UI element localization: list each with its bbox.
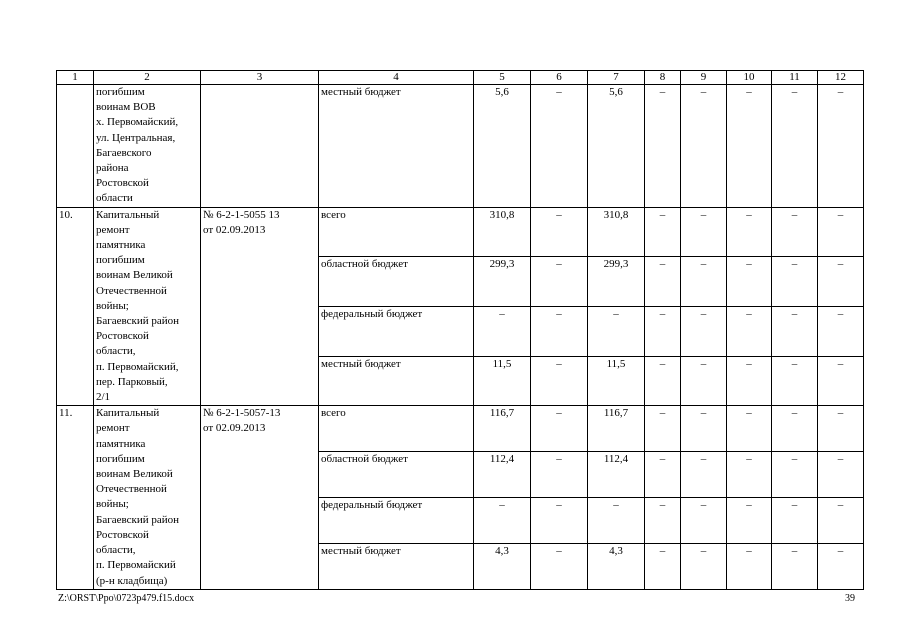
object-name bbox=[94, 406, 201, 589]
funding-value-c10: – bbox=[727, 497, 772, 543]
funding-value-c8: – bbox=[645, 452, 681, 498]
funding-value-c5: 5,6 bbox=[474, 85, 531, 208]
document-ref-line: от 02.09.2013 bbox=[203, 223, 266, 236]
object-name-line: Отечественной bbox=[96, 483, 167, 496]
funding-value-c8: – bbox=[645, 257, 681, 307]
document-ref-line: № 6-2-1-5057-13 bbox=[203, 407, 281, 420]
funding-value-c12: – bbox=[818, 452, 864, 498]
funding-value-c12: – bbox=[818, 356, 864, 406]
object-name-line: Ростовской bbox=[96, 177, 149, 190]
funding-value-c11: – bbox=[772, 257, 818, 307]
funding-value-c11: – bbox=[772, 85, 818, 208]
funding-value-c10: – bbox=[727, 257, 772, 307]
funding-value-c7: 11,5 bbox=[588, 356, 645, 406]
funding-value-c10: – bbox=[727, 543, 772, 589]
column-header: 1 bbox=[57, 71, 94, 85]
funding-value-c10: – bbox=[727, 356, 772, 406]
object-name-line: погибшим bbox=[96, 254, 145, 267]
object-name-line: Капитальный bbox=[96, 208, 160, 221]
column-header: 9 bbox=[681, 71, 727, 85]
funding-value-c6: – bbox=[531, 543, 588, 589]
funding-source: местный бюджет bbox=[319, 85, 474, 208]
object-name-line: п. Первомайский bbox=[96, 559, 176, 572]
table-row bbox=[57, 207, 864, 257]
column-header: 10 bbox=[727, 71, 772, 85]
column-header: 11 bbox=[772, 71, 818, 85]
funding-value-c5: 4,3 bbox=[474, 543, 531, 589]
funding-value-c10: – bbox=[727, 85, 772, 208]
funding-value-c9: – bbox=[681, 356, 727, 406]
funding-source: федеральный бюджет bbox=[319, 497, 474, 543]
object-name-line: области, bbox=[96, 345, 136, 358]
funding-value-c5: 11,5 bbox=[474, 356, 531, 406]
funding-source: местный бюджет bbox=[319, 356, 474, 406]
funding-source: федеральный бюджет bbox=[319, 306, 474, 356]
funding-value-c6: – bbox=[531, 207, 588, 257]
object-name-line: ремонт bbox=[96, 223, 130, 236]
object-name-line: 2/1 bbox=[96, 391, 111, 404]
funding-value-c5: 310,8 bbox=[474, 207, 531, 257]
funding-value-c12: – bbox=[818, 543, 864, 589]
document-ref bbox=[201, 207, 319, 406]
object-name-line: погибшим bbox=[96, 452, 145, 465]
funding-value-c6: – bbox=[531, 257, 588, 307]
object-name-line: воинам Великой bbox=[96, 269, 173, 282]
funding-value-c7: – bbox=[588, 497, 645, 543]
funding-value-c6: – bbox=[531, 452, 588, 498]
object-name-line: войны; bbox=[96, 299, 129, 312]
column-header: 2 bbox=[94, 71, 201, 85]
funding-source: всего bbox=[319, 406, 474, 452]
object-name-line: (р-н кладбища) bbox=[96, 574, 168, 587]
document-ref bbox=[201, 406, 319, 589]
funding-source: областной бюджет bbox=[319, 452, 474, 498]
row-number bbox=[57, 85, 94, 208]
funding-value-c11: – bbox=[772, 452, 818, 498]
funding-value-c11: – bbox=[772, 543, 818, 589]
funding-value-c7: 112,4 bbox=[588, 452, 645, 498]
funding-value-c8: – bbox=[645, 406, 681, 452]
funding-value-c8: – bbox=[645, 543, 681, 589]
table-row bbox=[57, 406, 864, 452]
object-name-line: области bbox=[96, 192, 133, 205]
funding-value-c7: 4,3 bbox=[588, 543, 645, 589]
funding-value-c11: – bbox=[772, 497, 818, 543]
column-header: 6 bbox=[531, 71, 588, 85]
document-ref bbox=[201, 85, 319, 208]
funding-value-c11: – bbox=[772, 406, 818, 452]
row-number: 10. bbox=[57, 207, 94, 406]
funding-value-c10: – bbox=[727, 452, 772, 498]
funding-value-c6: – bbox=[531, 497, 588, 543]
funding-value-c7: 310,8 bbox=[588, 207, 645, 257]
funding-value-c8: – bbox=[645, 306, 681, 356]
funding-value-c6: – bbox=[531, 406, 588, 452]
funding-value-c11: – bbox=[772, 306, 818, 356]
funding-value-c12: – bbox=[818, 257, 864, 307]
funding-value-c10: – bbox=[727, 406, 772, 452]
funding-value-c9: – bbox=[681, 257, 727, 307]
funding-value-c9: – bbox=[681, 452, 727, 498]
row-number: 11. bbox=[57, 406, 94, 589]
funding-source: всего bbox=[319, 207, 474, 257]
funding-value-c6: – bbox=[531, 356, 588, 406]
funding-value-c8: – bbox=[645, 497, 681, 543]
footer-file-path: Z:\ORST\Ppo\0723p479.f15.docx bbox=[58, 593, 195, 604]
funding-value-c12: – bbox=[818, 497, 864, 543]
object-name-line: воинам Великой bbox=[96, 468, 173, 481]
funding-value-c9: – bbox=[681, 85, 727, 208]
funding-value-c12: – bbox=[818, 85, 864, 208]
funding-value-c12: – bbox=[818, 406, 864, 452]
object-name-line: Багаевский район bbox=[96, 315, 180, 328]
funding-value-c10: – bbox=[727, 306, 772, 356]
column-number-row bbox=[57, 71, 864, 85]
object-name-line: х. Первомайский, bbox=[96, 116, 179, 129]
funding-value-c9: – bbox=[681, 497, 727, 543]
object-name-line: воинам ВОВ bbox=[96, 101, 156, 114]
object-name-line: района bbox=[96, 162, 129, 175]
object-name-line: памятника bbox=[96, 437, 146, 450]
funding-source: областной бюджет bbox=[319, 257, 474, 307]
object-name-line: ул. Центральная, bbox=[96, 131, 176, 144]
object-name-line: Капитальный bbox=[96, 407, 160, 420]
table-row bbox=[57, 85, 864, 208]
column-header: 5 bbox=[474, 71, 531, 85]
funding-value-c7: 5,6 bbox=[588, 85, 645, 208]
document-ref-line: от 02.09.2013 bbox=[203, 422, 266, 435]
object-name-line: ремонт bbox=[96, 422, 130, 435]
funding-value-c7: 116,7 bbox=[588, 406, 645, 452]
funding-value-c6: – bbox=[531, 85, 588, 208]
funding-value-c7: – bbox=[588, 306, 645, 356]
funding-value-c11: – bbox=[772, 207, 818, 257]
funding-value-c9: – bbox=[681, 306, 727, 356]
object-name-line: Ростовской bbox=[96, 330, 149, 343]
funding-value-c12: – bbox=[818, 306, 864, 356]
funding-value-c6: – bbox=[531, 306, 588, 356]
column-header: 8 bbox=[645, 71, 681, 85]
funding-value-c9: – bbox=[681, 543, 727, 589]
object-name-line: Ростовской bbox=[96, 528, 149, 541]
funding-value-c10: – bbox=[727, 207, 772, 257]
object-name-line: войны; bbox=[96, 498, 129, 511]
funding-value-c7: 299,3 bbox=[588, 257, 645, 307]
object-name-line: Багаевский район bbox=[96, 513, 180, 526]
object-name-line: Багаевского bbox=[96, 146, 152, 159]
funding-value-c11: – bbox=[772, 356, 818, 406]
column-header: 4 bbox=[319, 71, 474, 85]
object-name-line: памятника bbox=[96, 239, 146, 252]
object-name-line: Отечественной bbox=[96, 284, 167, 297]
funding-value-c5: 116,7 bbox=[474, 406, 531, 452]
funding-value-c9: – bbox=[681, 207, 727, 257]
column-header: 12 bbox=[818, 71, 864, 85]
object-name bbox=[94, 207, 201, 406]
funding-source: местный бюджет bbox=[319, 543, 474, 589]
object-name-line: п. Первомайский, bbox=[96, 360, 179, 373]
document-ref-line: № 6-2-1-5055 13 bbox=[203, 208, 280, 221]
funding-value-c5: – bbox=[474, 306, 531, 356]
footer-page-number: 39 bbox=[845, 593, 855, 604]
funding-value-c5: – bbox=[474, 497, 531, 543]
object-name-line: пер. Парковый, bbox=[96, 375, 168, 388]
funding-value-c12: – bbox=[818, 207, 864, 257]
funding-value-c8: – bbox=[645, 85, 681, 208]
funding-value-c8: – bbox=[645, 356, 681, 406]
column-header: 7 bbox=[588, 71, 645, 85]
funding-value-c8: – bbox=[645, 207, 681, 257]
object-name-line: погибшим bbox=[96, 86, 145, 98]
funding-value-c5: 112,4 bbox=[474, 452, 531, 498]
funding-value-c9: – bbox=[681, 406, 727, 452]
object-name bbox=[94, 85, 201, 208]
funding-value-c5: 299,3 bbox=[474, 257, 531, 307]
column-header: 3 bbox=[201, 71, 319, 85]
budget-table bbox=[56, 70, 864, 590]
object-name-line: области, bbox=[96, 544, 136, 557]
